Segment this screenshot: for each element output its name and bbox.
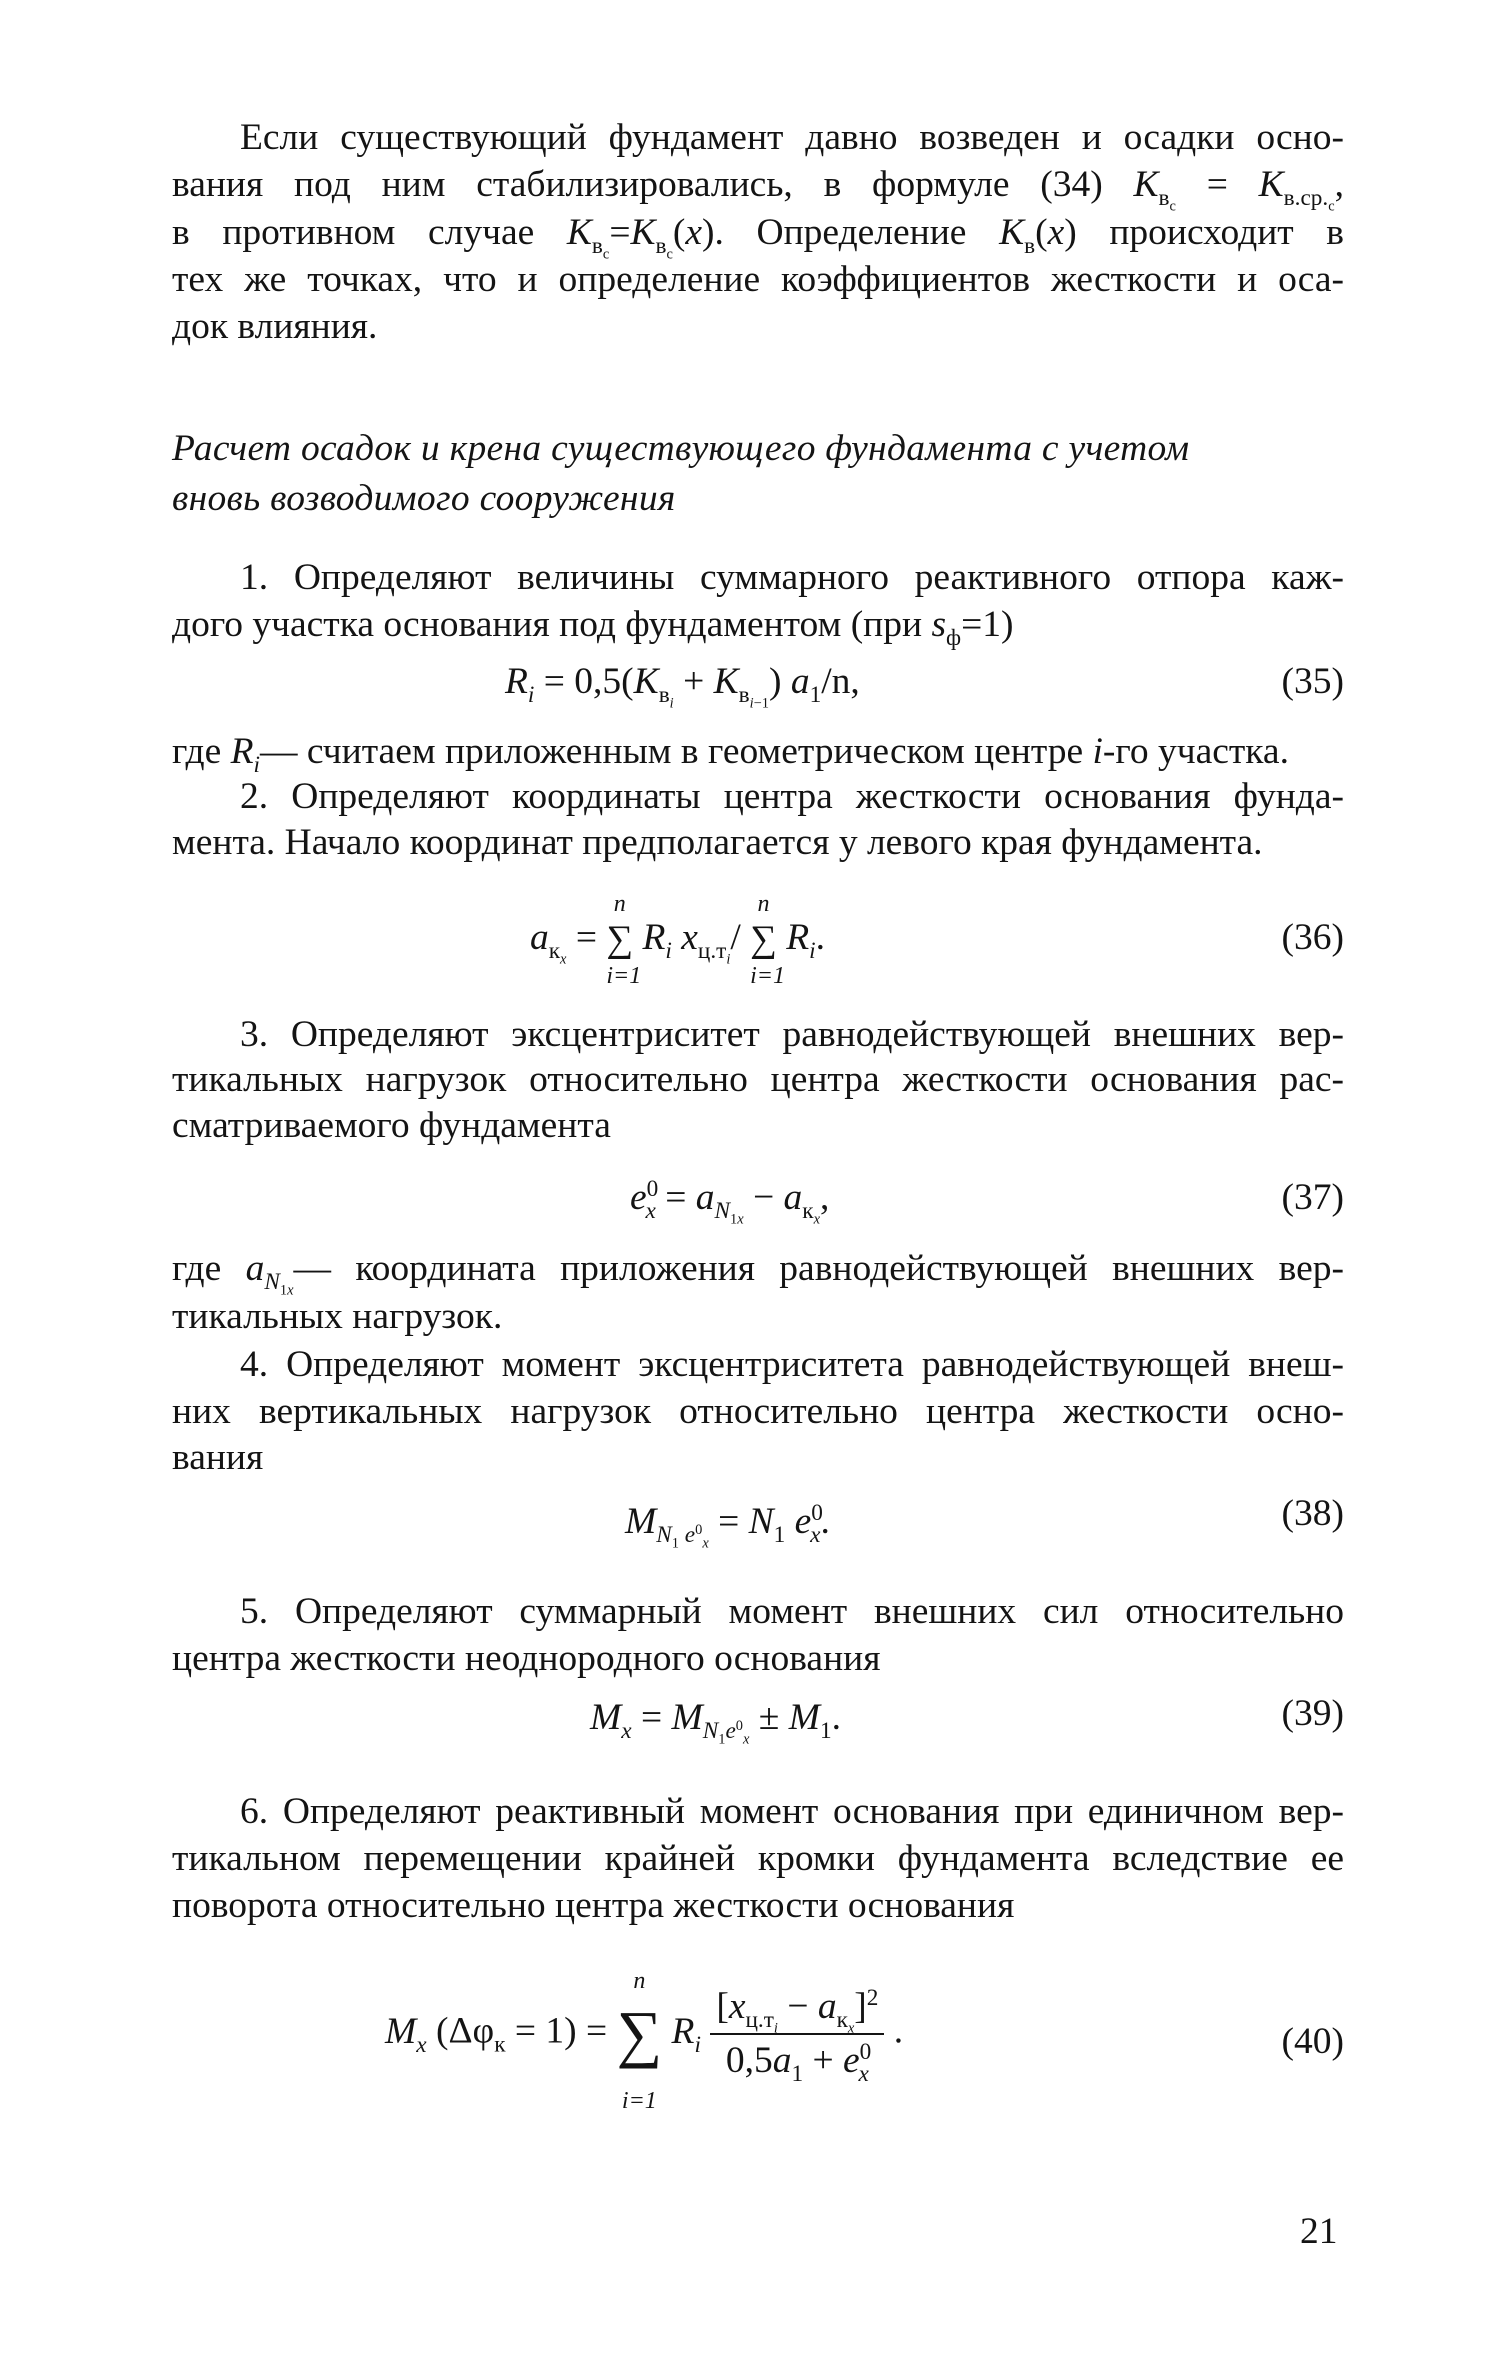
text-line: тикальных нагрузок относительно центра жесткости основания рас- (172, 1059, 1344, 1100)
text-line: тикальном перемещении крайней кромки фундамента вследствие ее (172, 1838, 1344, 1879)
text-line: 6. Определяют реактивный момент основания при единичном вер- (240, 1791, 1344, 1832)
text-line: тикальных нагрузок. (172, 1296, 503, 1337)
text-line: 1. Определяют величины суммарного реактивного отпора каж- (240, 557, 1344, 598)
sum-symbol: n ∑ i=1 (616, 1968, 663, 2114)
equation-37: $e^0_x = a_{N_{1x}} - a_{к_x}$, (630, 1176, 830, 1228)
equation-number: (37) (1281, 1177, 1344, 1218)
fraction: $\frac{[x_{ц.т_i} - a_{к_x}]^2}{0,5a_1 + e^0_x}$ (710, 1985, 884, 2083)
section-heading: Расчет осадок и крена существующего фундамента с учетом (172, 428, 1190, 469)
text-line: сматриваемого фундамента (172, 1105, 611, 1146)
text-line: поворота относительно центра жесткости основания (172, 1885, 1015, 1926)
text-line: док влияния. (172, 306, 378, 347)
sum-symbol: n ∑ i=1 (750, 891, 785, 990)
text-line: вания под ним стабилизировались, в формуле (34) $K_{в_с} = K_{в.ср._с}$, (172, 164, 1344, 215)
page-number: 21 (1300, 2211, 1338, 2252)
text-line: мента. Начало координат предполагается у левого края фундамента. (172, 822, 1263, 863)
text-line: тех же точках, что и определение коэффициентов жесткости и оса- (172, 259, 1344, 300)
equation-40: $M_x$ $(\Delta\varphi_к = 1)$ = n ∑ i=1 $R_i$ $\frac{[x_{ц.т_i} - a_{к_x}]^2}{0,5a_1 + e^0_x}$ . (385, 1968, 904, 2114)
equation-number: (38) (1281, 1493, 1344, 1534)
equation-number: (36) (1281, 917, 1344, 958)
text-line: центра жесткости неоднородного основания (172, 1638, 881, 1679)
text-line: вания (172, 1437, 264, 1478)
equation-35: $R_i = 0,5(K_{в_i} + K_{в_{i-1}})$ $a_1/n$, (505, 661, 860, 712)
text-line: них вертикальных нагрузок относительно центра жесткости осно- (172, 1391, 1344, 1432)
equation-number: (39) (1281, 1693, 1344, 1734)
text-line: 3. Определяют эксцентриситет равнодействующей внешних вер- (240, 1014, 1344, 1055)
text-line: в противном случае $K_{в_с}=K_{в_с}(x)$. Определение $K_в(x)$ происходит в (172, 212, 1344, 263)
text-line: где $R_i—$ считаем приложенным в геометрическом центре i-го участка. (172, 731, 1289, 778)
section-heading: вновь возводимого сооружения (172, 478, 676, 519)
text-line: 5. Определяют суммарный момент внешних сил относительно (240, 1591, 1344, 1632)
equation-36: $a_{к_x}$ = n ∑ i=1 $R_i$ $x_{ц.т_i}/$ n ∑ i=1 $R_i$. (530, 891, 825, 990)
text-line: Если существующий фундамент давно возведен и осадки осно- (240, 117, 1344, 158)
text-line: 4. Определяют момент эксцентриситета равнодействующей внеш- (240, 1344, 1344, 1385)
text-line: 2. Определяют координаты центра жесткости основания фунда- (240, 776, 1344, 817)
equation-38: $M_{N_1 e^0_x} = N_1$ $e^0_x$. (625, 1500, 830, 1552)
sum-symbol: n ∑ i=1 (606, 891, 642, 990)
equation-39: $M_x = M_{N_1e^0_x} \pm M_1$. (590, 1697, 841, 1748)
equation-number: (35) (1281, 661, 1344, 702)
text-line: дого участка основания под фундаментом (при $s_ф=1$) (172, 604, 1014, 651)
equation-number: (40) (1281, 2021, 1344, 2062)
text-line: где $a_{N_{1x}}—$ координата приложения равнодействующей внешних вер- (172, 1248, 1344, 1299)
